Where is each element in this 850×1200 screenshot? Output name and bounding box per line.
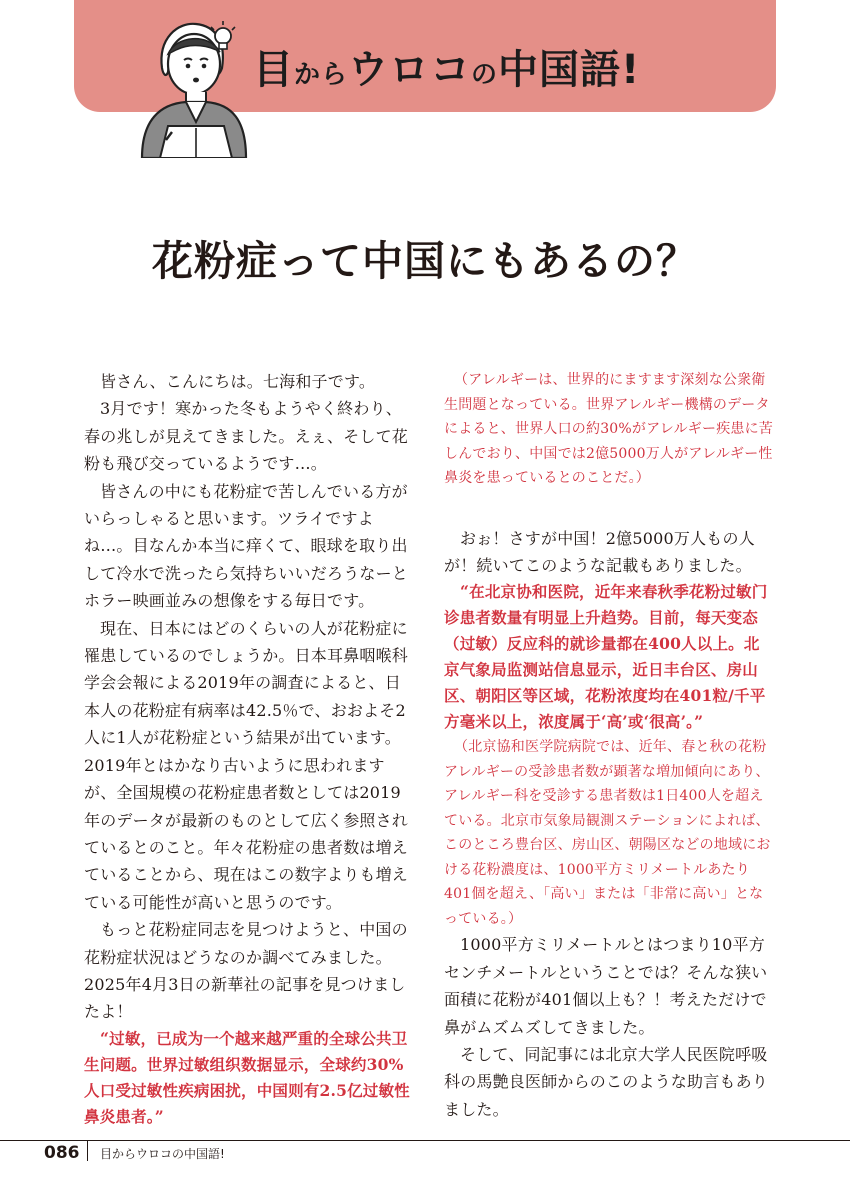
translation-note: （北京協和医学院病院では、近年、春と秋の花粉アレルギーの受診患者数が顕著な増加傾向にあり、アレルギー科を受診する患者数は1日400人を超えている。北京市気象局観測ステーションによれば、このところ豊台区、房山区、朝陽区などの地域における花粉濃度は、1000平方ミリメートルあたり401個を超え、「高い」または「非常に高い」となっている。） <box>444 739 771 927</box>
right-column <box>444 368 774 1123</box>
paragraph: 1000平方ミリメートルとはつまり10平方センチメートルということでは？そんな狭い面積に花粉が401個以上も？！考えただけで鼻がムズムズしてきました。 <box>444 935 768 1037</box>
chinese-quote: “在北京协和医院，近年来春秋季花粉过敏门诊患者数量有明显上升趋势。目前，每天变态（过敏）反应科的就诊量都在400人以上。北京气象局监测站信息显示，近日丰台区、房山区、朝阳区等区域，花粉浓度均在401粒/千平方毫米以上，浓度属于‘高’或‘很高’。” <box>444 582 768 732</box>
spacer <box>444 491 774 525</box>
paragraph: 現在、日本にはどのくらいの人が花粉症に罹患しているのでしょうか。日本耳鼻咽喉科学会会報による2019年の調査によると、日本人の花粉症有病率は42.5％で、おおよそ2人に1人が花粉症という結果が出ています。2019年とはかなり古いように思われますが、全国規模の花粉症患者数としては2019年のデータが最新のものとして広く参照されているとのこと。年々花粉症の患者数は増えていることから、現在はこの数字よりも増えている可能性が高いと思うのです。 <box>84 618 409 912</box>
running-title: 目からウロコの中国語! <box>100 1147 225 1161</box>
footer-divider <box>87 1141 88 1161</box>
page-number: 086 <box>44 1143 80 1163</box>
paragraph: 3月です！寒かった冬もようやく終わり、春の兆しが見えてきました。えぇ、そして花粉も飛び交っているようです…。 <box>84 399 409 474</box>
series-title: 目からウロコの中国語! <box>253 47 641 93</box>
page-title: 花粉症って中国にもあるの？ <box>152 237 698 285</box>
translation-note: （アレルギーは、世界的にますます深刻な公衆衛生問題となっている。世界アレルギー機構のデータによると、世界人口の約30%がアレルギー疾患に苦しんでおり、中国では2億5000万人がアレルギー性鼻炎を患っているとのことだ。） <box>444 372 774 486</box>
lightbulb-icon <box>206 18 240 58</box>
paragraph: 皆さんの中にも花粉症で苦しんでいる方がいらっしゃると思います。ツライですよね…。目なんか本当に痒くて、眼球を取り出して冷水で洗ったら気持ちいいだろうなーとホラー映画並みの想像をする毎日です。 <box>84 481 409 611</box>
left-column <box>84 368 410 1130</box>
paragraph: そして、同記事には北京大学人民医院呼吸科の馬艶良医師からのこのような助言もありました。 <box>444 1044 769 1119</box>
paragraph: おぉ！さすが中国！2億5000万人もの人が！続いてこのような記載もありました。 <box>444 528 755 575</box>
chinese-quote: “过敏，已成为一个越来越严重的全球公共卫生问题。世界过敏组织数据显示，全球约30%人口受过敏性疾病困扰，中国则有2.5亿过敏性鼻炎患者。” <box>84 1028 410 1126</box>
paragraph: 皆さん、こんにちは。七海和子です。 <box>100 372 376 391</box>
paragraph: もっと花粉症同志を見つけようと、中国の花粉症状況はどうなのか調べてみました。2025年4月3日の新華社の記事を見つけましたよ！ <box>84 920 408 1022</box>
footer-rule <box>0 1140 850 1141</box>
